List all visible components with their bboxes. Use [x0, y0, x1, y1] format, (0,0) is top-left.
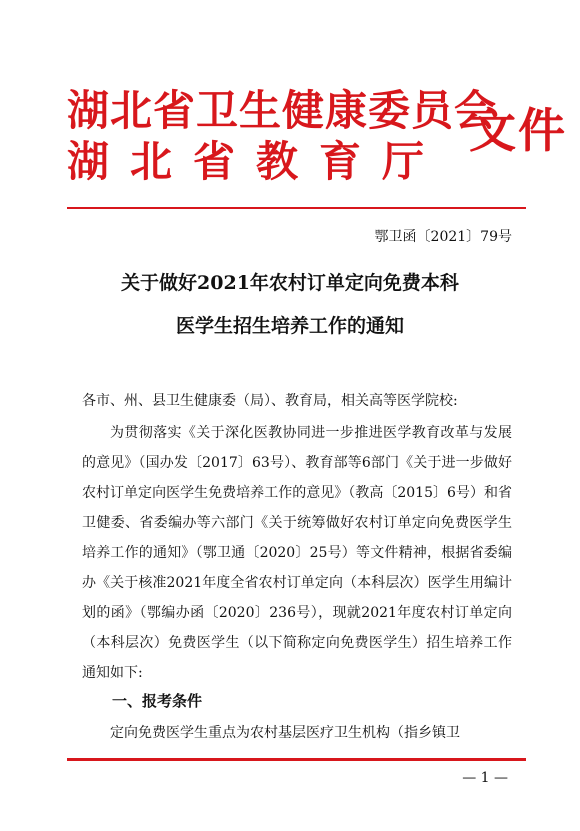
section-paragraph-eligibility: 定向免费医学生重点为农村基层医疗卫生机构（指乡镇卫 [110, 725, 460, 741]
notice-title-line2: 医学生招生培养工作的通知 [175, 315, 404, 337]
document-number: 鄂卫函〔2021〕79号 [374, 229, 512, 245]
section-heading-eligibility: 一、报考条件 [112, 692, 203, 710]
issuer-line-education-department: 湖北省教育厅 [67, 137, 446, 186]
notice-title-line1: 关于做好2021年农村订单定向免费本科 [121, 272, 459, 294]
intro-paragraph: 为贯彻落实《关于深化医教协同进一步推进医学教育改革与发展的意见》（国办发〔2017〕63号）、教育部等6部门《关于进一步做好农村订单定向医学生免费培养工作的意见》（教高〔2015〕6号）和省卫健委、省委编办等六部门《关于统筹做好农村订单定向免费医学生培养工作的通知》（鄂卫通〔2020〕25号）等文件精神，根据省委编办《关于核准2021年度全省农村订单定向（本科层次）医学生用编计划的函》（鄂编办函〔2020〕236号），现就2021年度农村订单定向（本科层次）免费医学生（以下简称定向免费医学生）招生培养工作通知如下: [82, 425, 512, 681]
issuer-line-health-commission: 湖北省卫生健康委员会 [67, 86, 498, 135]
recipients-line: 各市、州、县卫生健康委（局）、教育局，相关高等医学院校: [82, 393, 458, 409]
footer-red-rule [67, 758, 526, 761]
header-red-rule [67, 207, 526, 209]
document-word-label: 文件 [469, 104, 567, 159]
page-number: — 1 — [462, 770, 508, 786]
